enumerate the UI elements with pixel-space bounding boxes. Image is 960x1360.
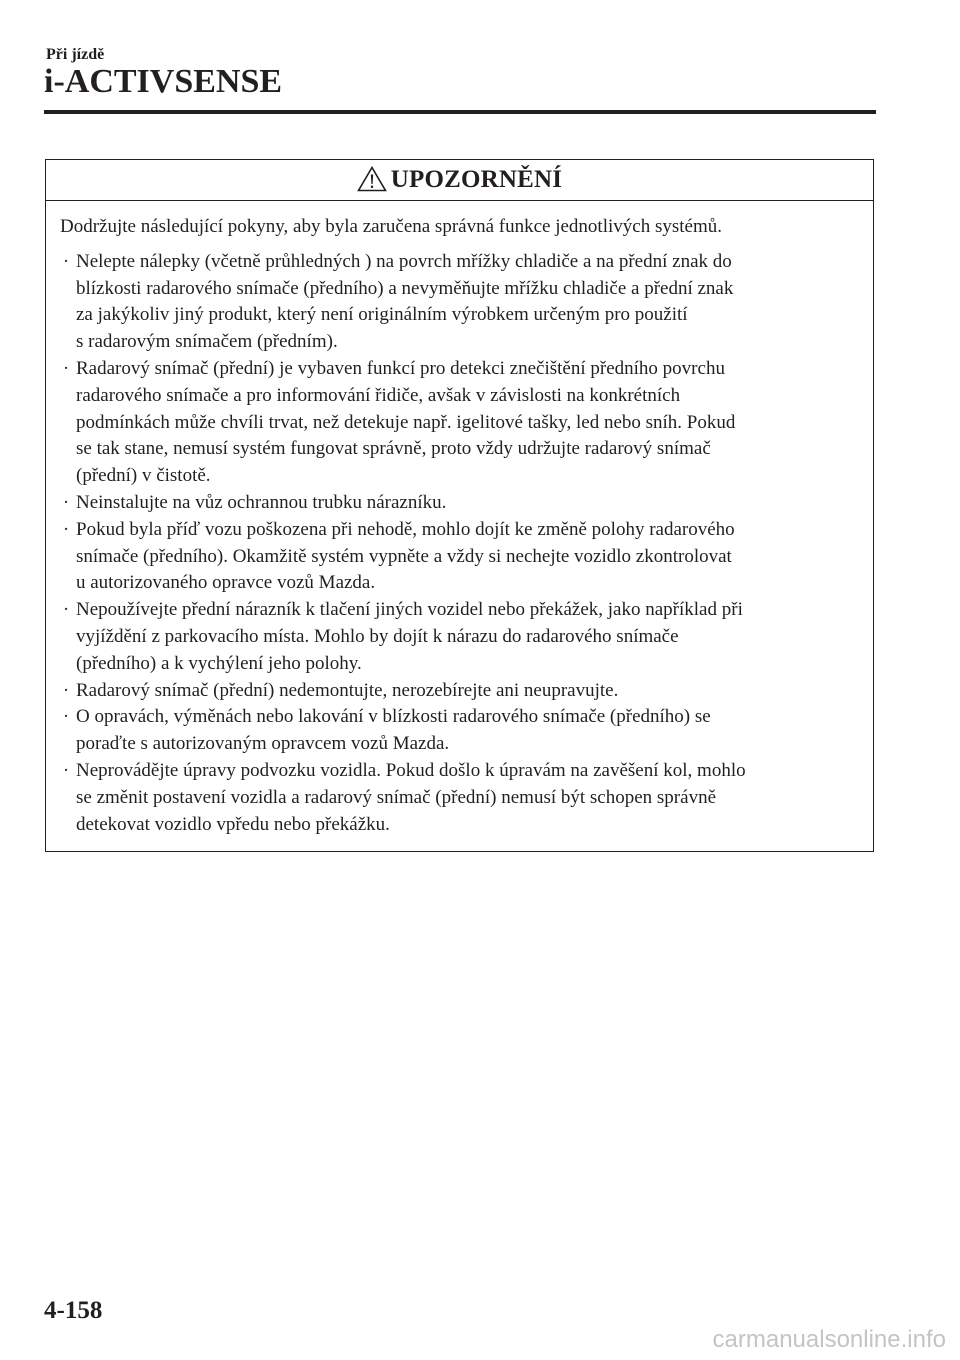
caution-item-line: za jakýkoliv jiný produkt, který není originálním výrobkem určeným pro použití [76, 304, 688, 326]
bullet-dot: · [62, 357, 70, 379]
caution-item-line: Nepoužívejte přední nárazník k tlačení jiných vozidel nebo překážek, jako například při [76, 599, 743, 621]
caution-item-line: blízkosti radarového snímače (předního) a nevyměňujte mřížku chladiče a přední znak [76, 277, 734, 299]
caution-header [46, 160, 873, 201]
caution-bullet-list [60, 249, 859, 839]
bullet-dot: · [62, 706, 70, 728]
caution-item-line: Nelepte nálepky (včetně průhledných ) na povrch mřížky chladiče a na přední znak do [76, 250, 732, 272]
caution-item-line: Pokud byla příď vozu poškozena při nehodě, mohlo dojít ke změně polohy radarového [76, 518, 735, 540]
caution-box [45, 159, 874, 852]
caution-list-item [60, 490, 859, 517]
warning-triangle-icon [357, 166, 387, 192]
caution-list-item [60, 356, 859, 490]
section-label: Při jízdě [46, 46, 105, 63]
caution-item-line: radarového snímače a pro informování řidiče, avšak v závislosti na konkrétních [76, 384, 681, 406]
caution-item-line: s radarovým snímačem (předním). [76, 331, 338, 353]
caution-body [46, 201, 873, 838]
bullet-dot: · [62, 679, 70, 701]
chapter-title: i-ACTIVSENSE [44, 63, 283, 100]
caution-item-line: poraďte s autorizovaným opravcem vozů Mazda. [76, 733, 450, 755]
page-number: 4-158 [44, 1297, 103, 1324]
bullet-dot: · [62, 491, 70, 513]
caution-list-item [60, 517, 859, 597]
bullet-dot: · [62, 759, 70, 781]
caution-item-line: se tak stane, nemusí systém fungovat správně, proto vždy udržujte radarový snímač [76, 438, 711, 460]
caution-item-line: Radarový snímač (přední) nedemontujte, nerozebírejte ani neupravujte. [76, 679, 619, 701]
caution-item-line: se změnit postavení vozidla a radarový snímač (přední) nemusí být schopen správně [76, 786, 716, 808]
caution-list-item [60, 249, 859, 356]
caution-item-line: O opravách, výměnách nebo lakování v blízkosti radarového snímače (předního) se [76, 706, 711, 728]
caution-title: UPOZORNĚNÍ [390, 166, 563, 193]
caution-item-line: podmínkách může chvíli trvat, než detekuje např. igelitové tašky, led nebo sníh. Pokud [76, 411, 736, 433]
caution-intro: Dodržujte následující pokyny, aby byla zaručena správná funkce jednotlivých systémů. [60, 216, 722, 237]
watermark: carmanualsonline.info [712, 1326, 946, 1353]
bullet-dot: · [62, 599, 70, 621]
caution-item-line: (předního) a k vychýlení jeho polohy. [76, 652, 362, 674]
header-rule [44, 110, 876, 114]
caution-item-line: vyjíždění z parkovacího místa. Mohlo by dojít k nárazu do radarového snímače [76, 625, 679, 647]
caution-list-item [60, 704, 859, 758]
caution-item-line: detekovat vozidlo vpředu nebo překážku. [76, 813, 390, 835]
caution-item-line: snímače (předního). Okamžitě systém vypněte a vždy si nechejte vozidlo zkontrolovat [76, 545, 732, 567]
caution-list-item [60, 678, 859, 705]
caution-list-item [60, 597, 859, 677]
caution-item-line: Radarový snímač (přední) je vybaven funkcí pro detekci znečištění předního povrchu [76, 357, 725, 379]
caution-list-item [60, 758, 859, 838]
bullet-dot: · [62, 250, 70, 272]
caution-item-line: Neprovádějte úpravy podvozku vozidla. Pokud došlo k úpravám na zavěšení kol, mohlo [76, 759, 746, 781]
caution-item-line: Neinstalujte na vůz ochrannou trubku nárazníku. [76, 491, 447, 513]
bullet-dot: · [62, 518, 70, 540]
caution-item-line: (přední) v čistotě. [76, 465, 211, 487]
caution-item-line: u autorizovaného opravce vozů Mazda. [76, 572, 376, 594]
